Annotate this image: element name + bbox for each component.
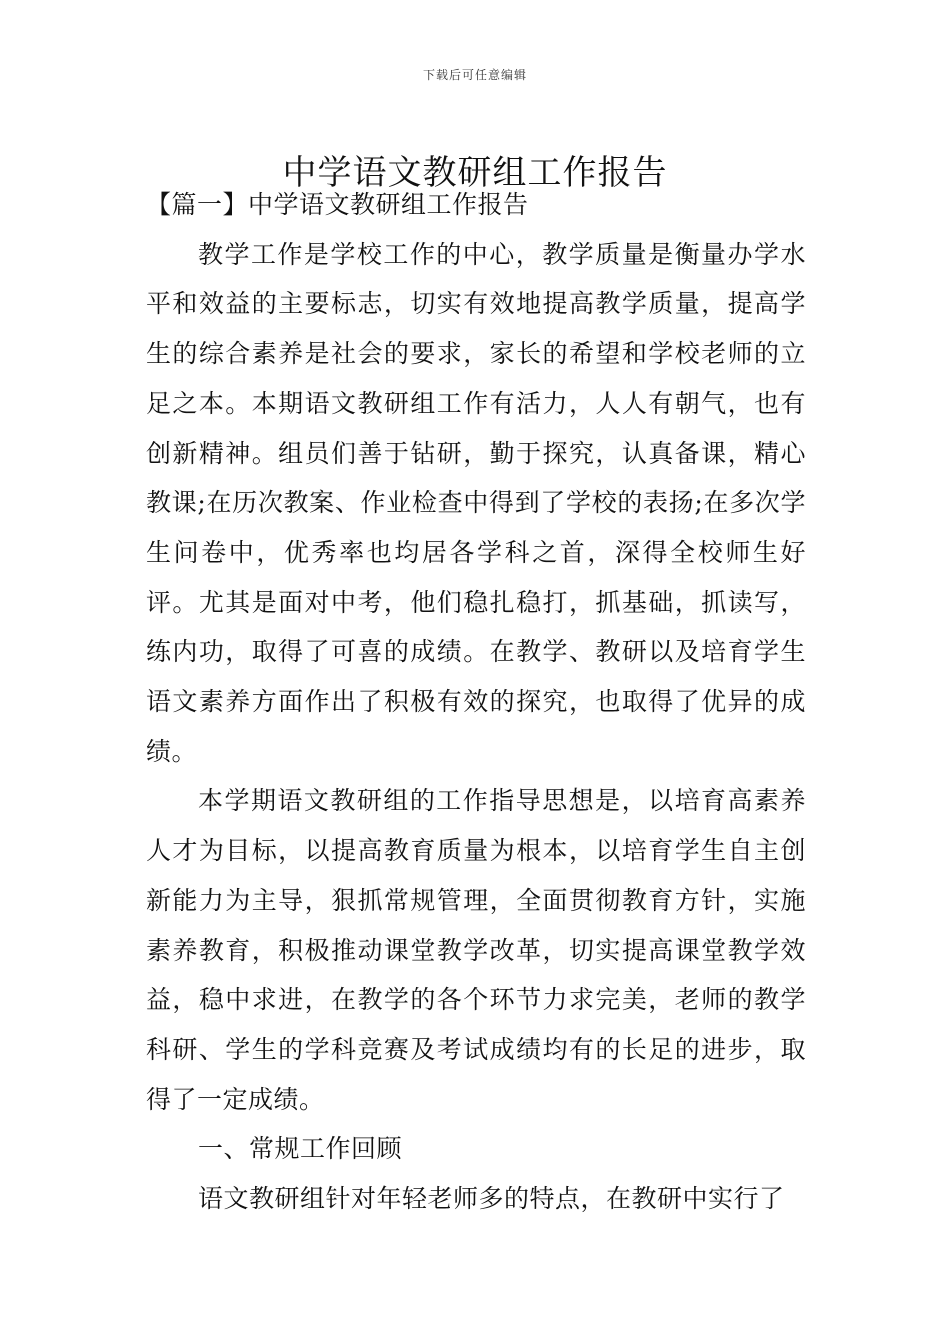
section-label: 【篇一】中学语文教研组工作报告 xyxy=(146,190,529,219)
body-paragraph-3: 语文教研组针对年轻老师多的特点，在教研中实行了 xyxy=(198,1184,785,1214)
body-paragraph-1: 教学工作是学校工作的中心，教学质量是衡量办学水平和效益的主要标志，切实有效地提高教学质量，提高学生的综合素养是社会的要求，家长的希望和学校老师的立足之本。本期语文教研组工作有活力，人人有朝气，也有创新精神。组员们善于钻研，勤于探究，认真备课，精心教课;在历次教案、作业检查中得到了学校的表扬;在多次学生问卷中，优秀率也均居各学科之首，深得全校师生好评。尤其是面对中考，他们稳扎稳打，抓基础，抓读写，练内功，取得了可喜的成绩。在教学、教研以及培育学生语文素养方面作出了积极有效的探究，也取得了优异的成绩。 xyxy=(146,239,806,766)
subheading: 一、常规工作回顾 xyxy=(198,1134,403,1164)
body-paragraph-2: 本学期语文教研组的工作指导思想是，以培育高素养人才为目标，以提高教育质量为根本，以培育学生自主创新能力为主导，狠抓常规管理，全面贯彻教育方针，实施素养教育，积极推动课堂教学改革，切实提高课堂教学效益，稳中求进，在教学的各个环节力求完美，老师的教学科研、学生的学科竞赛及考试成绩均有的长足的进步，取得了一定成绩。 xyxy=(146,786,806,1114)
document-body xyxy=(146,180,806,1224)
header-note: 下载后可任意编辑 xyxy=(422,68,527,82)
document-title: 中学语文教研组工作报告 xyxy=(282,152,668,193)
